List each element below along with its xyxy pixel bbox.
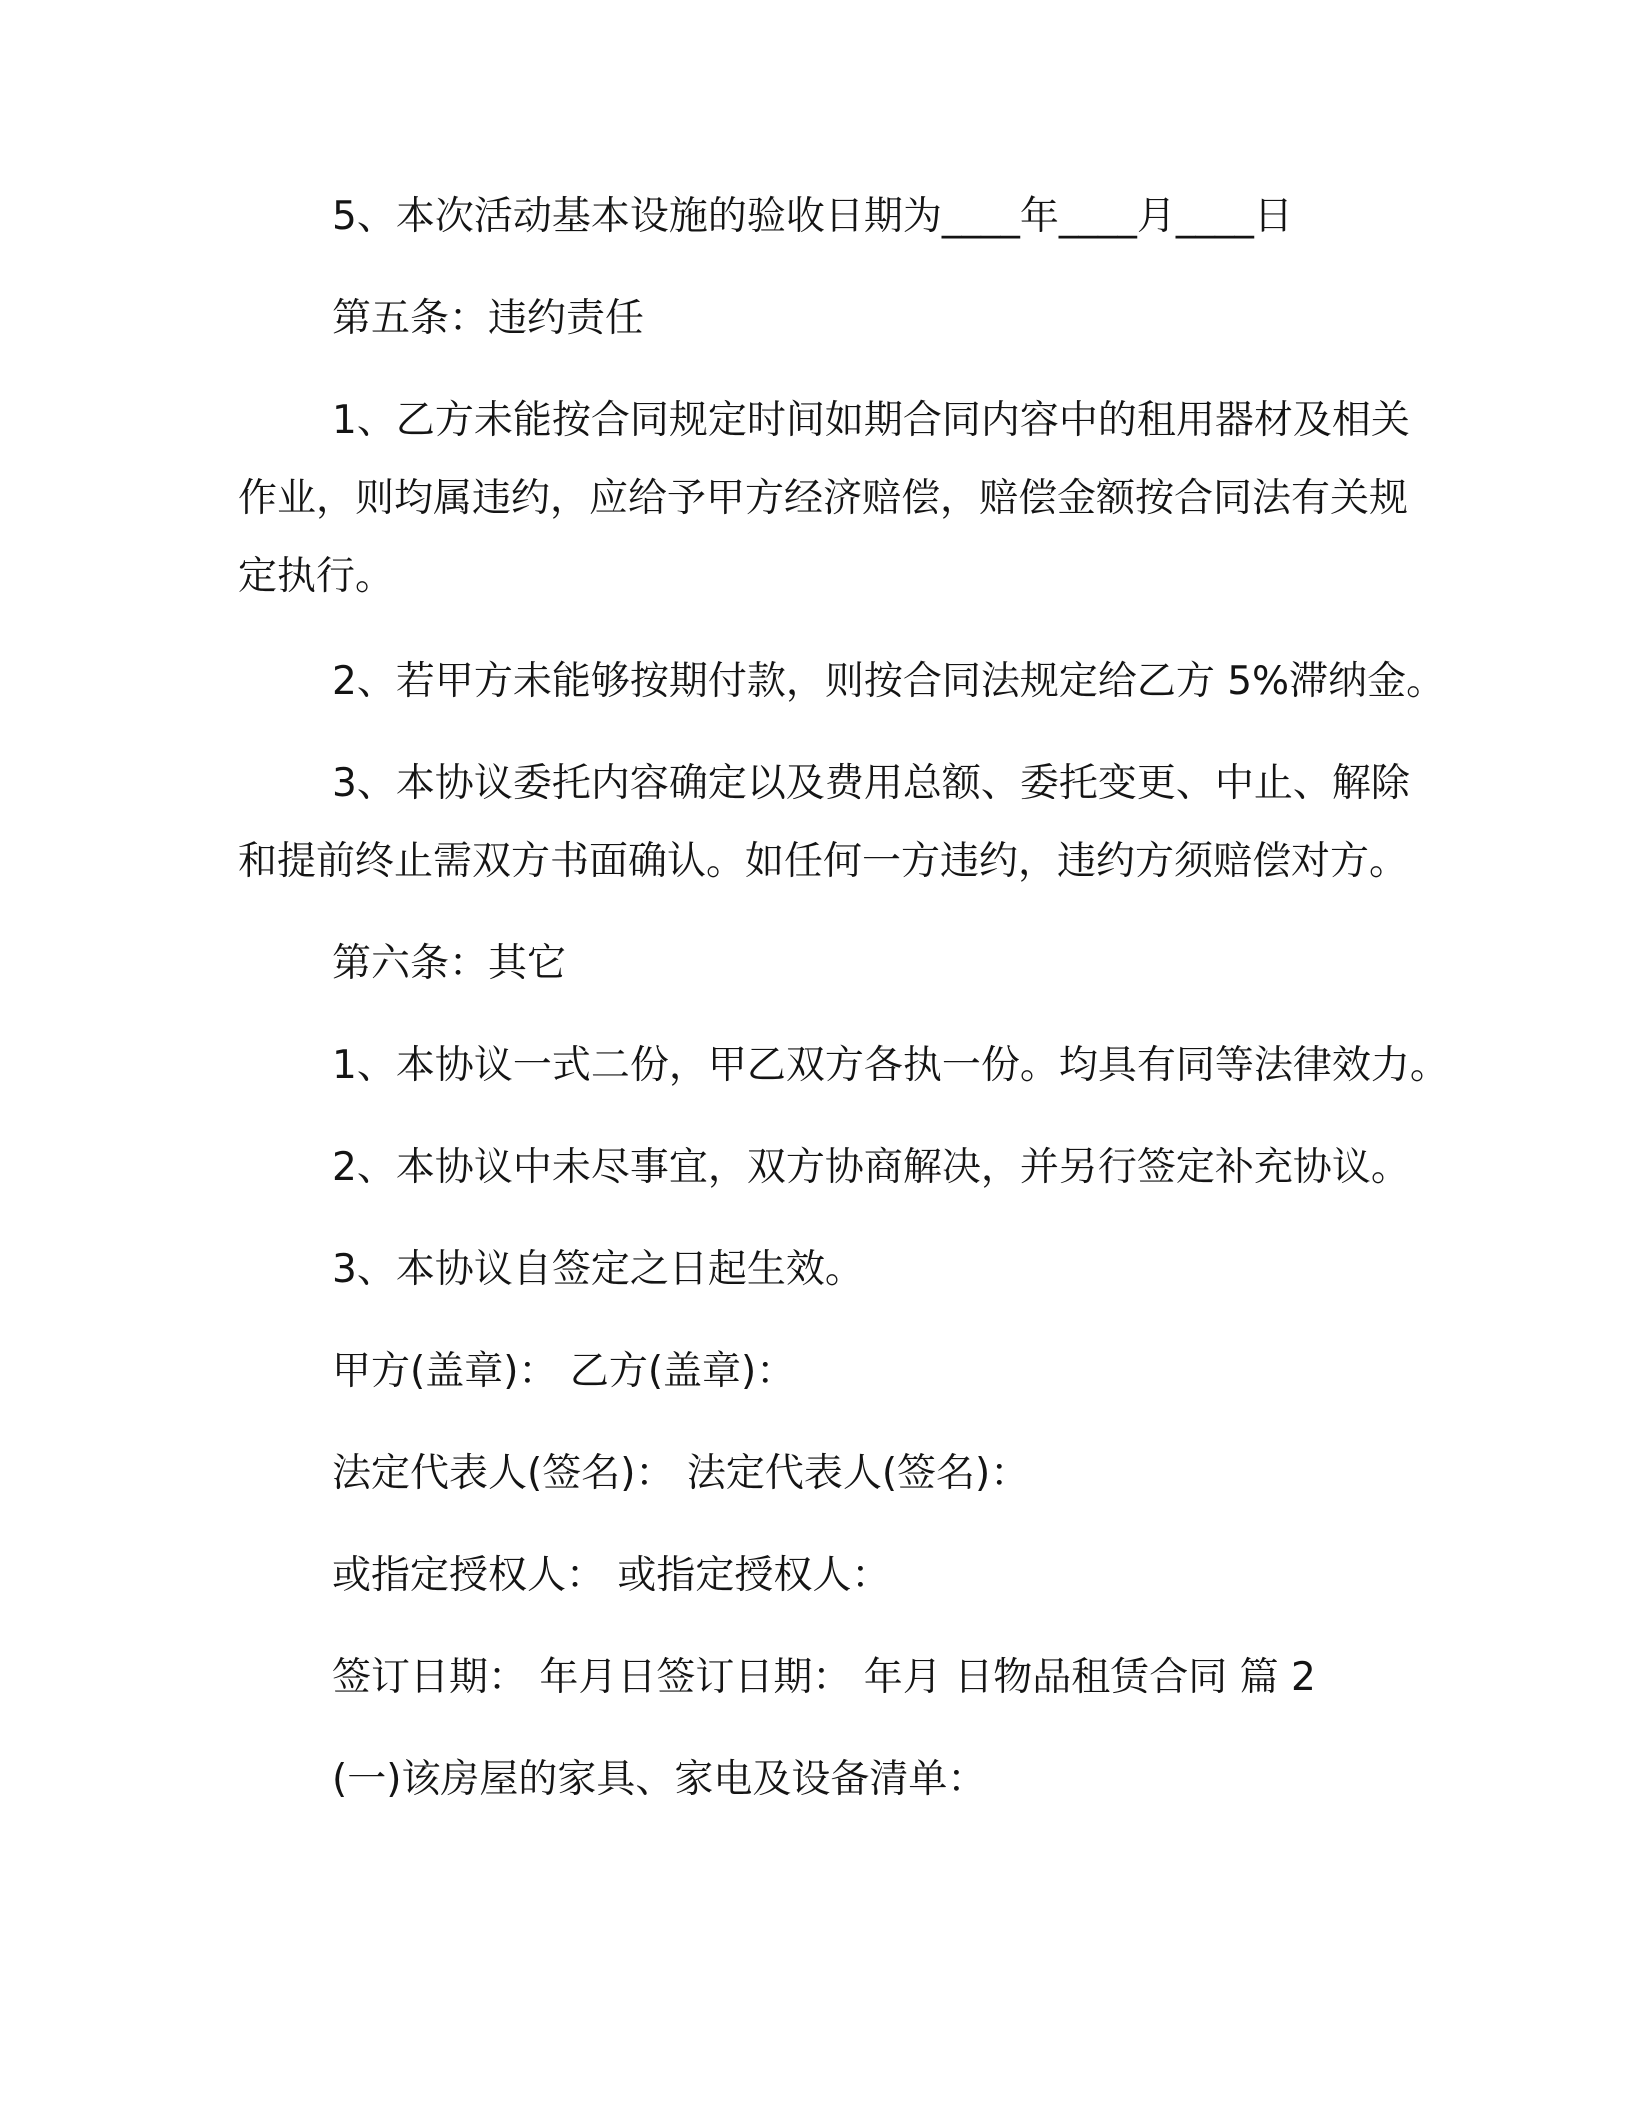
- article-5-heading: 第五条：违约责任: [332, 296, 645, 341]
- acceptance-date-clause: 5、本次活动基本设施的验收日期为____年____月____日: [332, 194, 1293, 239]
- article-5-item-1-line-3: 定执行。: [238, 554, 395, 599]
- article-6-item-3: 3、本协议自签定之日起生效。: [332, 1247, 864, 1292]
- article-6-item-2: 2、本协议中未尽事宜，双方协商解决，并另行签定补充协议。: [332, 1145, 1410, 1190]
- article-6-heading: 第六条：其它: [332, 941, 567, 986]
- article-5-item-3-line-1: 3、本协议委托内容确定以及费用总额、委托变更、中止、解除: [332, 761, 1410, 806]
- signature-representatives-line: 法定代表人(签名)： 法定代表人(签名)：: [332, 1451, 1030, 1496]
- article-5-item-3-line-2: 和提前终止需双方书面确认。如任何一方违约，违约方须赔偿对方。: [238, 839, 1409, 884]
- article-5-item-3: [238, 745, 1410, 901]
- article-5-item-1: [238, 382, 1410, 616]
- signature-date-line: 签订日期： 年月日签订日期： 年月 日物品租赁合同 篇 2: [332, 1655, 1316, 1700]
- article-5-item-1-line-2: 作业，则均属违约，应给予甲方经济赔偿，赔偿金额按合同法有关规: [238, 476, 1409, 521]
- article-5-item-2: 2、若甲方未能够按期付款，则按合同法规定给乙方 5%滞纳金。: [332, 659, 1446, 704]
- article-6-item-1: 1、本协议一式二份，甲乙双方各执一份。均具有同等法律效力。: [332, 1043, 1449, 1088]
- signature-authorized-line: 或指定授权人： 或指定授权人：: [332, 1553, 891, 1598]
- furniture-list-heading: (一)该房屋的家具、家电及设备清单：: [332, 1757, 987, 1802]
- signature-parties-line: 甲方(盖章)： 乙方(盖章)：: [332, 1349, 796, 1394]
- article-5-item-1-line-1: 1、乙方未能按合同规定时间如期合同内容中的租用器材及相关: [332, 398, 1410, 443]
